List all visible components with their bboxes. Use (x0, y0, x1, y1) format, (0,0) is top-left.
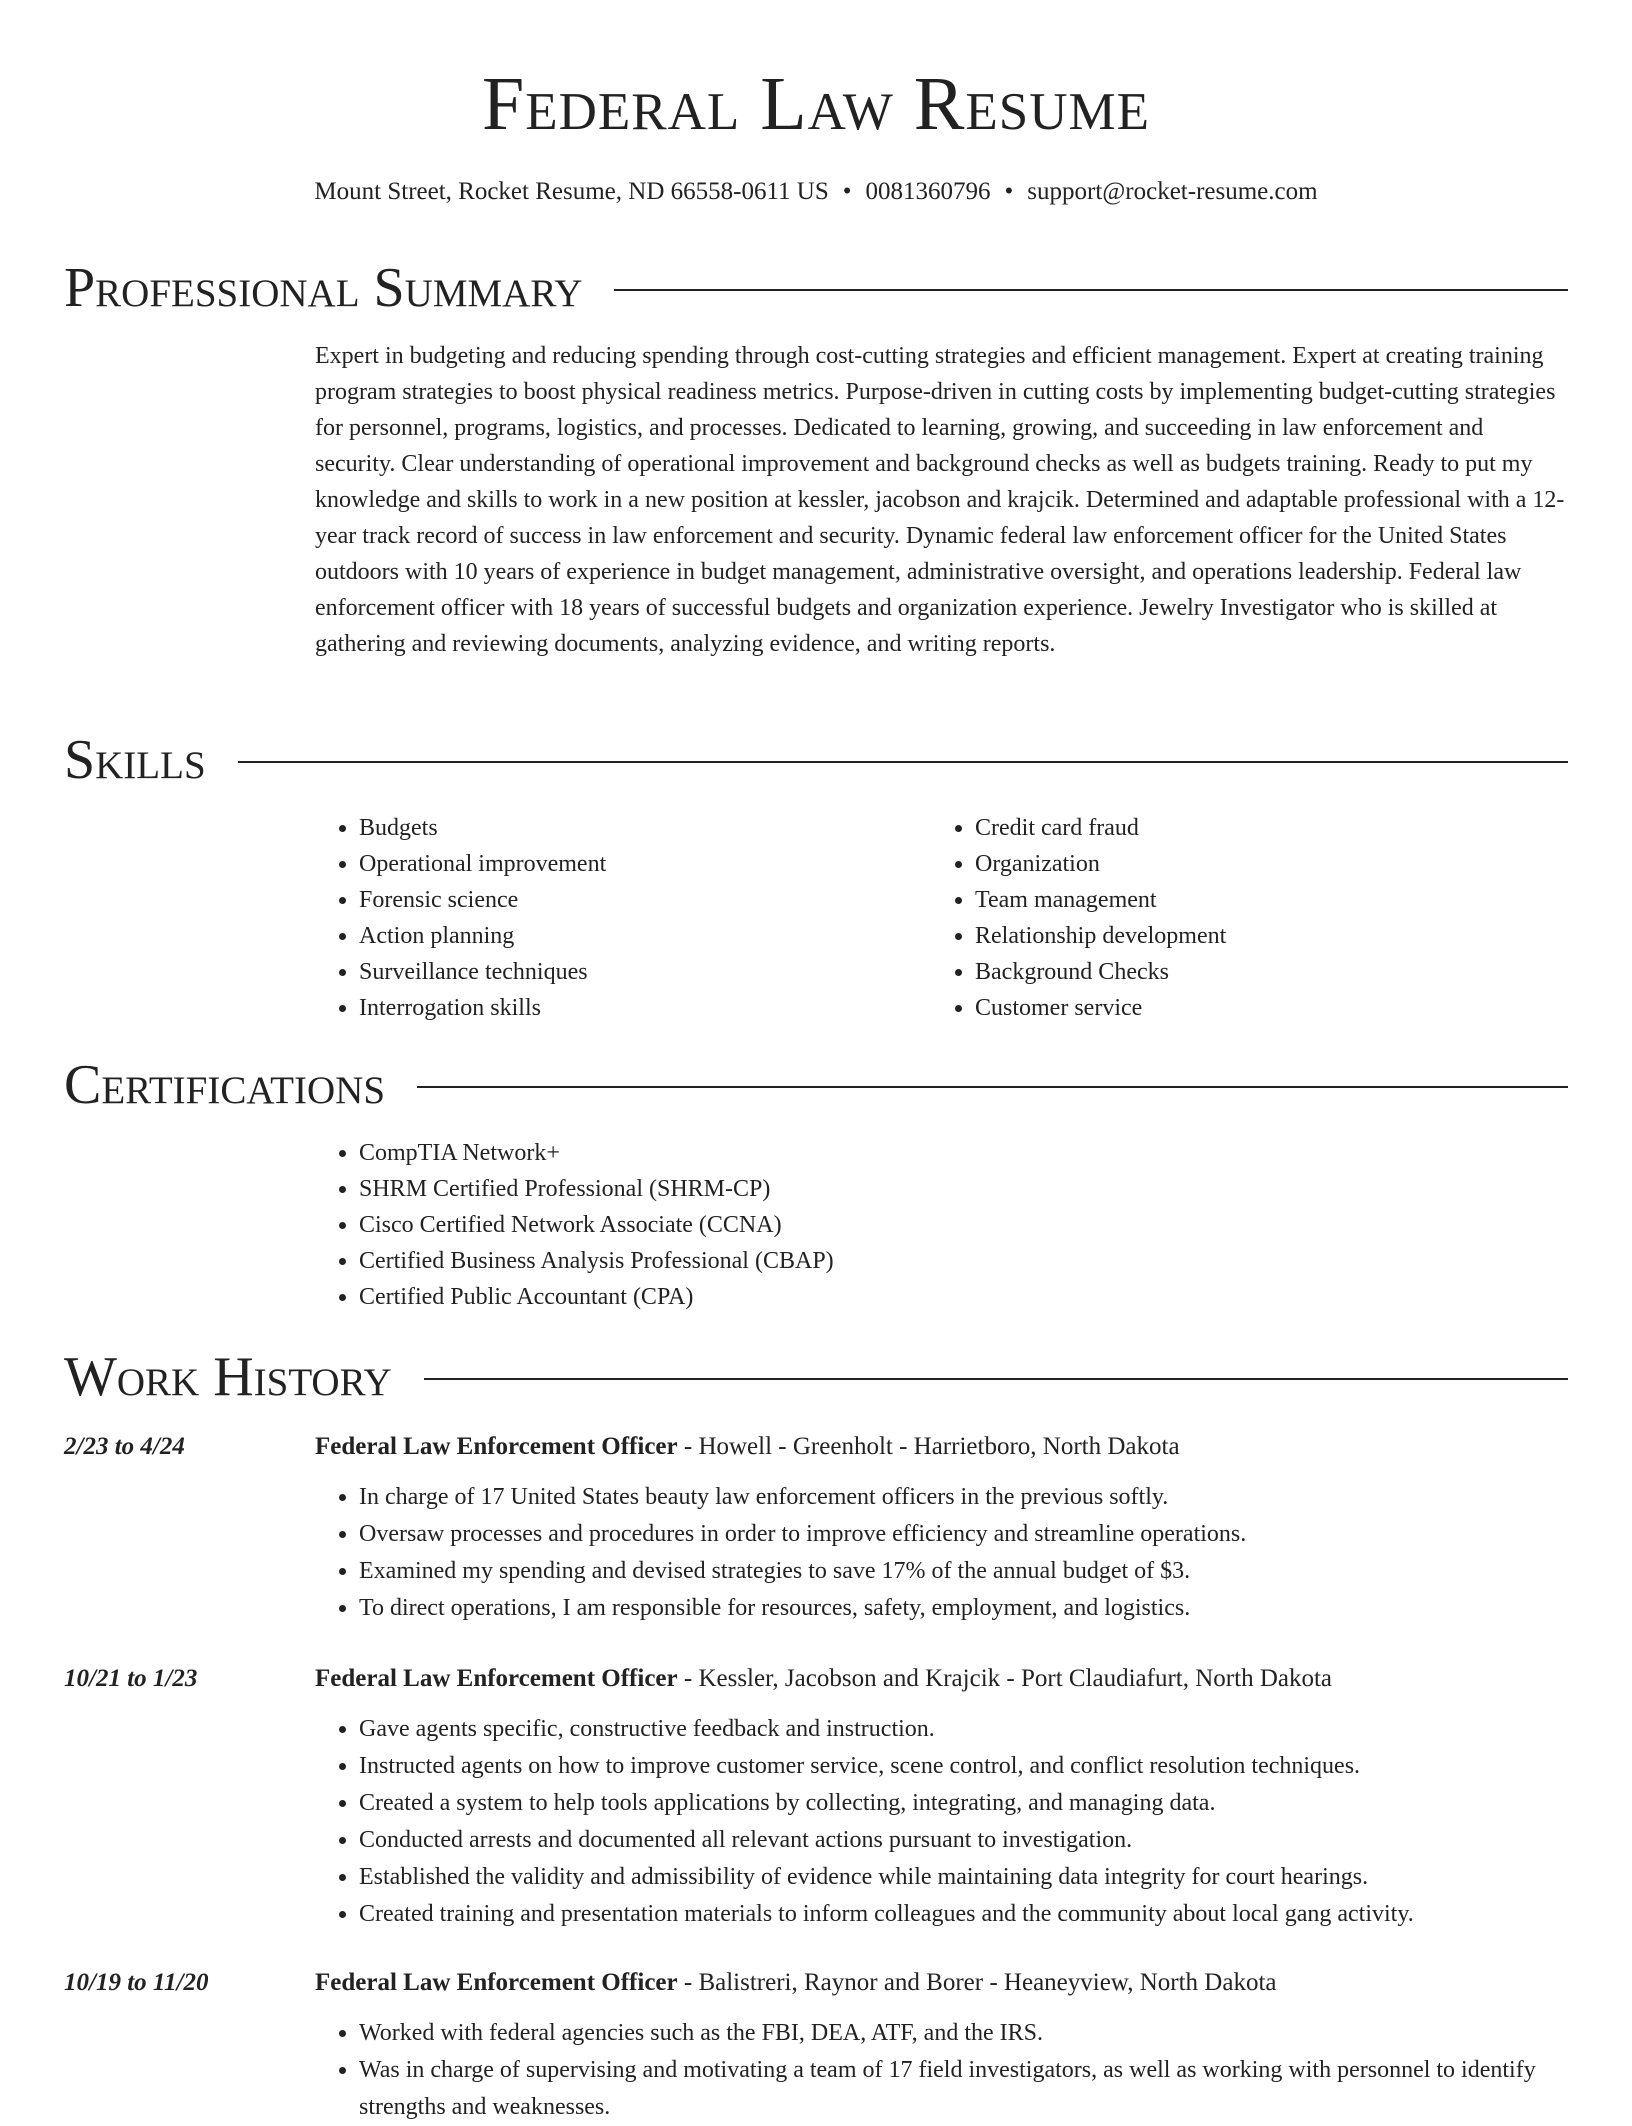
certification-item: • CompTIA Network+ (359, 1135, 1568, 1171)
job-employer: - Kessler, Jacobson and Krajcik - Port Claudiafurt, North Dakota (677, 1665, 1333, 1692)
job-dates: 2/23 to 4/24 (64, 1433, 185, 1460)
skill-item: • Operational improvement (359, 846, 915, 882)
skills-right-column (931, 810, 1568, 1026)
contact-phone: 0081360796 (865, 178, 991, 205)
job-duty-item: • Created training and presentation materials to inform colleagues and the community about local gang activity. (359, 1896, 1568, 1933)
job-dates: 10/19 to 11/20 (64, 1969, 209, 1996)
skills-left-column (315, 810, 915, 1026)
job-duties (315, 1711, 1568, 1933)
job-duty-item: • Oversaw processes and procedures in order to improve efficiency and streamline operations. (359, 1516, 1568, 1553)
certification-item: • SHRM Certified Professional (SHRM-CP) (359, 1171, 1568, 1207)
job-title: Federal Law Enforcement Officer (315, 1665, 678, 1692)
job-duty-item: • In charge of 17 United States beauty law enforcement officers in the previous softly. (359, 1479, 1568, 1516)
job-duties (315, 1479, 1568, 1627)
job-duty-item: • Conducted arrests and documented all relevant actions pursuant to investigation. (359, 1822, 1568, 1859)
skill-item: • Customer service (975, 990, 1568, 1026)
certification-item: • Cisco Certified Network Associate (CCNA) (359, 1207, 1568, 1243)
job-heading (315, 1963, 1568, 2003)
skill-item: • Surveillance techniques (359, 954, 915, 990)
certification-item: • Certified Public Accountant (CPA) (359, 1279, 1568, 1315)
certifications-heading: Certifications (64, 1054, 386, 1116)
skill-item: • Team management (975, 882, 1568, 918)
job-duty-item: • To direct operations, I am responsible for resources, safety, employment, and logistics. (359, 1590, 1568, 1627)
job-duties (315, 2015, 1568, 2126)
skills-heading: Skills (64, 729, 206, 791)
skill-item: • Budgets (359, 810, 915, 846)
work-history-heading: Work History (64, 1346, 392, 1408)
job-duty-item: • Created a system to help tools applications by collecting, integrating, and managing data. (359, 1785, 1568, 1822)
summary-text: Expert in budgeting and reducing spending through cost-cutting strategies and efficient management. Expert at creating training program strategies to boost physical readiness metrics. Purpose-driven in cutting costs by implementing budget-cutting strategies for personnel, programs, logistics, and processes. Dedicated to learning, growing, and succeeding in law enforcement and security. Clear understanding of operational improvement and background checks as well as budgets training. Ready to put my knowledge and skills to work in a new position at kessler, jacobson and krajcik. Determined and adaptable professional with a 12-year track record of success in law enforcement and security. Dynamic federal law enforcement officer for the United States outdoors with 10 years of experience in budget management, administrative oversight, and operations leadership. Federal law enforcement officer with 18 years of successful budgets and organization experience. Jewelry Investigator who is skilled at gathering and reviewing documents, analyzing evidence, and writing reports. (315, 343, 1565, 657)
skill-item: • Credit card fraud (975, 810, 1568, 846)
section-divider (417, 1086, 1568, 1088)
contact-email[interactable]: support@rocket-resume.com (1027, 178, 1318, 205)
contact-separator: • (1004, 178, 1014, 205)
job-dates: 10/21 to 1/23 (64, 1665, 198, 1692)
contact-line (64, 174, 1568, 210)
certifications-section-header (64, 1051, 1568, 1119)
job-duty-item: • Gave agents specific, constructive feedback and instruction. (359, 1711, 1568, 1748)
skills-section-header (64, 726, 1568, 794)
contact-address: Mount Street, Rocket Resume, ND 66558-0611 US (314, 178, 829, 205)
work-history-section-header (64, 1343, 1568, 1411)
job-duty-item: • Examined my spending and devised strategies to save 17% of the annual budget of $3. (359, 1553, 1568, 1590)
contact-separator: • (842, 178, 852, 205)
job-heading (315, 1427, 1568, 1467)
job-heading (315, 1659, 1568, 1699)
section-divider (238, 761, 1568, 763)
certifications-list (315, 1135, 1568, 1315)
section-divider (424, 1378, 1568, 1380)
job-duty-item: • Instructed agents on how to improve customer service, scene control, and conflict resolution techniques. (359, 1748, 1568, 1785)
resume-title: Federal Law Resume (481, 62, 1151, 146)
skill-item: • Organization (975, 846, 1568, 882)
job-employer: - Howell - Greenholt - Harrietboro, North Dakota (677, 1433, 1180, 1460)
job-employer: - Balistreri, Raynor and Borer - Heaneyview, North Dakota (677, 1969, 1277, 1996)
summary-heading: Professional Summary (64, 257, 583, 319)
job-title: Federal Law Enforcement Officer (315, 1433, 678, 1460)
job-title: Federal Law Enforcement Officer (315, 1969, 678, 1996)
skill-item: • Background Checks (975, 954, 1568, 990)
summary-section-header (64, 254, 1568, 322)
certification-item: • Certified Business Analysis Professional (CBAP) (359, 1243, 1568, 1279)
section-divider (614, 289, 1568, 291)
job-duty-item: • Worked with federal agencies such as the FBI, DEA, ATF, and the IRS. (359, 2015, 1568, 2052)
skill-item: • Relationship development (975, 918, 1568, 954)
skill-item: • Action planning (359, 918, 915, 954)
job-duty-item: • Was in charge of supervising and motivating a team of 17 field investigators, as well as working with personnel to identify strengths and weaknesses. (359, 2052, 1568, 2126)
skill-item: • Interrogation skills (359, 990, 915, 1026)
job-duty-item: • Established the validity and admissibility of evidence while maintaining data integrity for court hearings. (359, 1859, 1568, 1896)
skill-item: • Forensic science (359, 882, 915, 918)
